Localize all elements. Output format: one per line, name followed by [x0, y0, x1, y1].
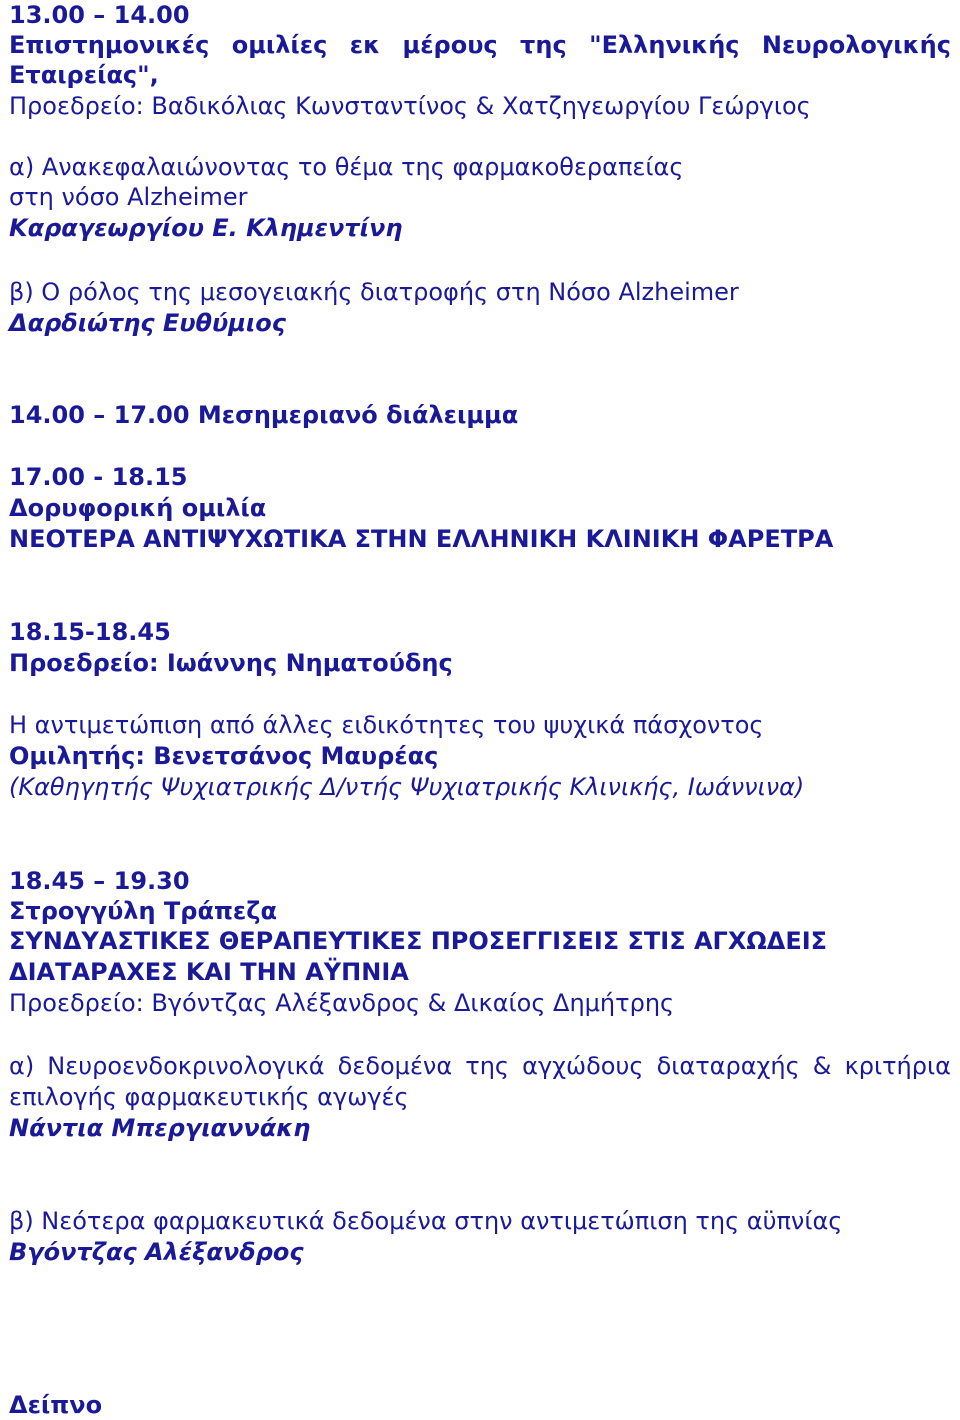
talk-word: & — [812, 1052, 832, 1080]
session2-title: ΝΕΟΤΕΡΑ ΑΝΤΙΨΥΧΩΤΙΚΑ ΣΤΗΝ ΕΛΛΗΝΙΚΗ ΚΛΙΝΙΚΗ ΦΑΡΕΤΡΑ — [9, 525, 834, 553]
session1-speaker-a: Καραγεωργίου Ε. Κλημεντίνη — [9, 214, 403, 242]
session1-time: 13.00 – 14.00 — [9, 1, 190, 29]
session1-talk-b: β) Ο ρόλος της μεσογειακής διατροφής στη Νόσο Alzheimer — [9, 278, 739, 306]
title-word: της — [520, 31, 567, 59]
title-word: ομιλίες — [231, 31, 328, 59]
talk-word: διαταραχής — [656, 1052, 800, 1080]
session1-title-line2: Εταιρείας", — [9, 61, 159, 89]
title-word: "Ελληνικής — [589, 31, 740, 59]
session2-time: 17.00 - 18.15 — [9, 463, 188, 491]
talk-word: δεδομένα — [337, 1052, 453, 1080]
dinner-heading: Δείπνο — [9, 1391, 103, 1419]
session3-time: 18.15-18.45 — [9, 618, 171, 646]
talk-word: α) — [9, 1052, 35, 1080]
session3-chair: Προεδρείο: Ιωάννης Νηματούδης — [9, 649, 453, 677]
title-word: Νευρολογικής — [761, 31, 951, 59]
talk-word: αγχώδους — [522, 1052, 644, 1080]
session2-type: Δορυφορική ομιλία — [9, 494, 267, 522]
session1-speaker-b: Δαρδιώτης Ευθύμιος — [9, 309, 286, 337]
title-word: εκ — [349, 31, 381, 59]
session3-talk: Η αντιμετώπιση από άλλες ειδικότητες του ψυχικά πάσχοντος — [9, 711, 764, 739]
talk-word: κριτήρια — [844, 1052, 951, 1080]
session4-speaker-a: Νάντια Μπεργιαννάκη — [9, 1114, 311, 1142]
session4-speaker-b: Βγόντζας Αλέξανδρος — [9, 1238, 304, 1266]
title-word: μέρους — [402, 31, 498, 59]
session1-chairs: Προεδρείο: Βαδικόλιας Κωνσταντίνος & Χατζηγεωργίου Γεώργιος — [9, 92, 811, 120]
session4-title-line1: ΣΥΝΔΥΑΣΤΙΚΕΣ ΘΕΡΑΠΕΥΤΙΚΕΣ ΠΡΟΣΕΓΓΙΣΕΙΣ ΣΤΙΣ ΑΓΧΩΔΕΙΣ — [9, 927, 828, 955]
session4-time: 18.45 – 19.30 — [9, 867, 190, 895]
session3-speaker: Ομιλητής: Βενετσάνος Μαυρέας — [9, 742, 439, 770]
session4-chairs: Προεδρείο: Βγόντζας Αλέξανδρος & Δικαίος Δημήτρης — [9, 989, 675, 1017]
session3-affiliation: (Καθηγητής Ψυχιατρικής Δ/ντής Ψυχιατρικής Κλινικής, Ιωάννινα) — [9, 773, 805, 801]
session4-talk-a-line1 — [9, 1051, 951, 1081]
session4-talk-a-line2: επιλογής φαρμακευτικής αγωγές — [9, 1083, 409, 1111]
session4-title-line2: ΔΙΑΤΑΡΑΧΕΣ ΚΑΙ ΤΗΝ ΑΫΠΝΙΑ — [9, 958, 409, 986]
break-heading: 14.00 – 17.00 Μεσημεριανό διάλειμμα — [9, 401, 519, 429]
session4-talk-b: β) Νεότερα φαρμακευτικά δεδομένα στην αντιμετώπιση της αϋπνίας — [9, 1207, 843, 1235]
talk-word: της — [465, 1052, 510, 1080]
session1-talk-a-line1: α) Ανακεφαλαιώνοντας το θέμα της φαρμακοθεραπείας — [9, 153, 684, 181]
session1-talk-a-line2: στη νόσο Alzheimer — [9, 183, 248, 211]
session4-type: Στρογγύλη Τράπεζα — [9, 897, 277, 925]
session1-title-line1 — [9, 30, 951, 60]
talk-word: Νευροενδοκρινολογικά — [47, 1052, 325, 1080]
title-word: Επιστημονικές — [9, 31, 210, 59]
